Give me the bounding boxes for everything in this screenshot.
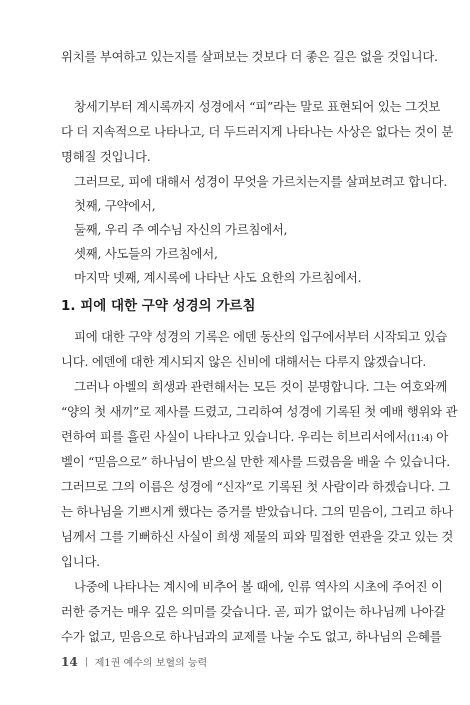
text-line: 그러나 아벨의 희생과 관련해서는 모든 것이 분명합니다. 그는 여호와께 [74,379,448,394]
scripture-reference: (11:4) [406,434,433,444]
text-line: 피에 대한 구약 성경의 기록은 에덴 동산의 입구에서부터 시작되고 있습 [74,329,448,344]
text-line: 다 더 지속적으로 나타나고, 더 두드러지게 나타나는 사상은 없다는 것이 분 [61,124,454,139]
text-line: 러한 증거는 매우 깊은 의미를 갖습니다. 곧, 피가 없이는 하나님께 나아갈 [61,604,446,619]
text-line [61,429,449,447]
text-line: 나중에 나타나는 계시에 비추어 볼 때에, 인류 역사의 시초에 주어진 이 [74,579,443,594]
text-line: “양의 첫 새끼”로 제사를 드렸고, 그리하여 성경에 기록된 첫 예배 행위와 관 [61,404,458,419]
text-line: 는 하나님을 기쁘시게 했다는 증거를 받았습니다. 그의 믿음이, 그리고 하나 [61,504,454,519]
page-number: 14 [61,655,78,669]
text-line: 위치를 부여하고 있는지를 살펴보는 것보다 더 좋은 길은 없을 것입니다. [61,49,438,64]
list-item: 첫째, 구약에서, [74,198,156,213]
text-line: 그러므로 그의 이름은 성경에 “신자”로 기록된 첫 사람이라 하겠습니다. 그 [61,479,450,494]
text-line: 수가 없고, 믿음으로 하나님과의 교제를 나눌 수도 없고, 하나님의 은혜를 [61,629,442,644]
text-line: 님께서 그를 기뻐하신 사실이 희생 제물의 피와 밀접한 연관을 갖고 있는 것 [61,529,454,544]
running-footer-title: 제1권 예수의 보혈의 능력 [94,658,208,669]
text-line: 벨이 “믿음으로” 하나님이 받으실 만한 제사를 드렸음을 배울 수 있습니다. [61,454,450,469]
footer-divider [86,657,87,667]
text-fragment: 아 [432,429,449,444]
text-line: 니다. 에덴에 대한 계시되지 않은 신비에 대해서는 다루지 않겠습니다. [61,354,427,369]
text-line: 명해질 것입니다. [61,149,151,164]
list-item: 마지막 넷째, 계시록에 나타난 사도 요한의 가르침에서. [74,270,362,285]
text-line: 창세기부터 계시록까지 성경에서 “피”라는 말로 표현되어 있는 그것보 [74,99,441,114]
text-fragment: 련하여 피를 흘린 사실이 나타나고 있습니다. 우리는 히브리서에서 [61,429,407,444]
page-footer [61,651,207,670]
text-line: 입니다. [61,554,100,569]
list-item: 셋째, 사도들의 가르침에서, [74,246,218,261]
list-item: 둘째, 우리 주 예수님 자신의 가르침에서, [74,222,288,237]
section-heading: 1. 피에 대한 구약 성경의 가르침 [61,298,256,314]
text-line: 그러므로, 피에 대해서 성경이 무엇을 가르치는지를 살펴보려고 합니다. [74,174,448,189]
